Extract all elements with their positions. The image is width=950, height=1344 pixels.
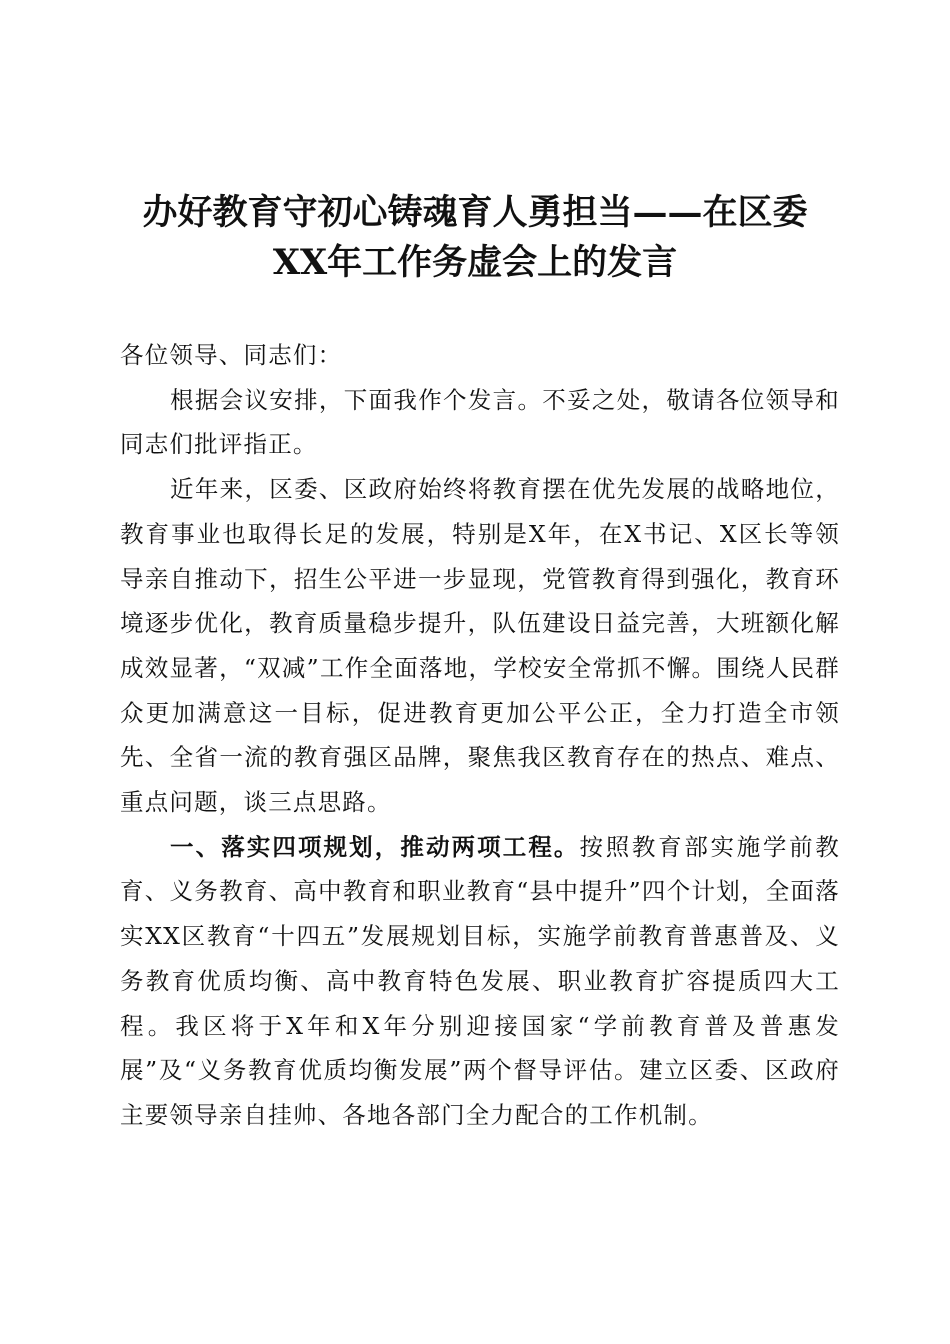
- salutation: 各位领导、同志们：: [120, 341, 343, 369]
- point-one-body: 按照教育部实施学前教育、义务教育、高中教育和职业教育“县中提升”四个计划，全面落实XX区教育“十四五”发展规划目标，实施学前教育普惠普及、义务教育优质均衡、高中教育特色发展、职业教育扩容提质四大工程。我区将于X年和X年分别迎接国家“学前教育普及普惠发展”及“义务教育优质均衡发展”两个督导评估。建立区委、区政府主要领导亲自挂帅、各地各部门全力配合的工作机制。: [120, 832, 840, 1129]
- point-one-heading: 一、落实四项规划，推动两项工程。: [170, 832, 580, 861]
- title-line-2: XX年工作务虚会上的发言: [272, 242, 678, 283]
- title-line-1: 办好教育守初心铸魂育人勇担当——在区委: [142, 192, 808, 233]
- document-title: [60, 188, 890, 288]
- paragraph-background: 近年来，区委、区政府始终将教育摆在优先发展的战略地位，教育事业也取得长足的发展，特别是X年，在X书记、X区长等领导亲自推动下，招生公平进一步显现，党管教育得到强化，教育环境逐步优化，教育质量稳步提升，队伍建设日益完善，大班额化解成效显著，“双减”工作全面落地，学校安全常抓不懈。围绕人民群众更加满意这一目标，促进教育更加公平公正，全力打造全市领先、全省一流的教育强区品牌，聚焦我区教育存在的热点、难点、重点问题，谈三点思路。: [120, 475, 840, 817]
- paragraph-opening: 根据会议安排，下面我作个发言。不妥之处，敬请各位领导和同志们批评指正。: [120, 385, 840, 459]
- paragraph-point-one: [120, 825, 840, 1138]
- document-body: [120, 333, 840, 1138]
